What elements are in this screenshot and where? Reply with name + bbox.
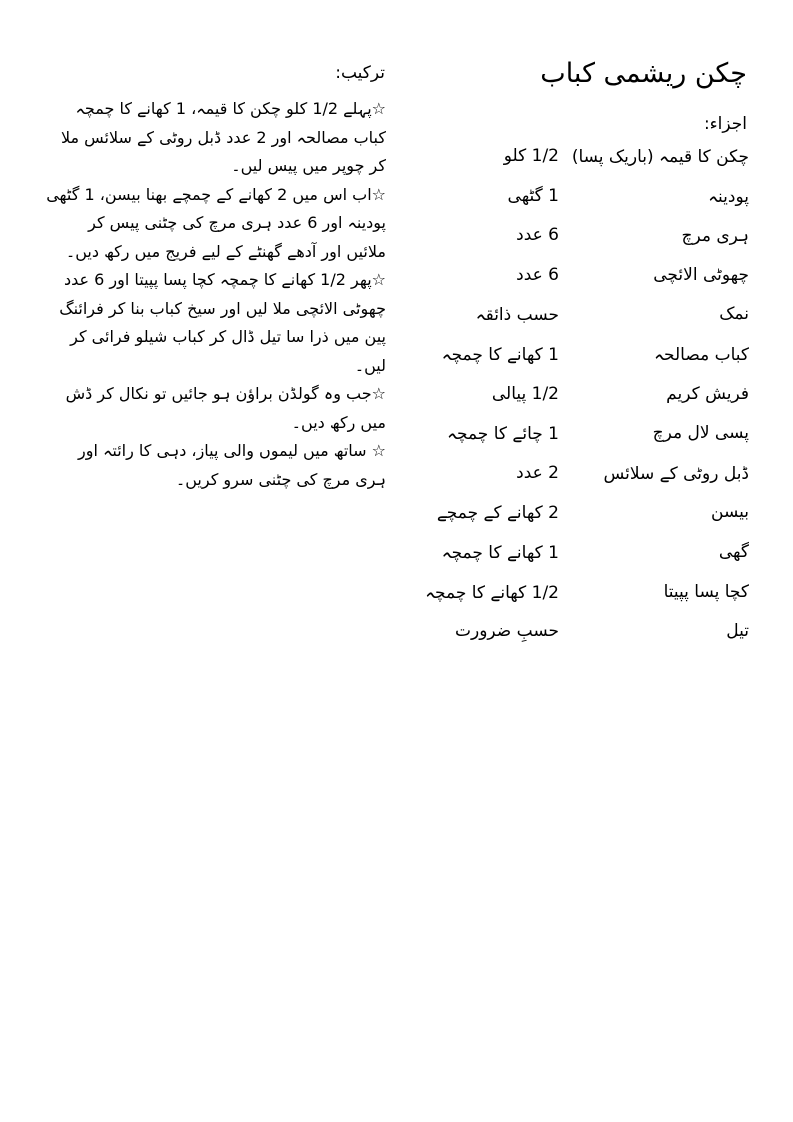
method-step: ☆پھر 1/2 کھانے کا چمچہ کچا پسا پپیتا اور 6 عدد چھوٹی الائچی ملا لیں اور سیخ کباب بنا کر فرائنگ پین میں ذرا سا تیل ڈال کر کباب شیلو فرائی کر لیں۔ [59, 270, 386, 375]
ingredient-row [419, 582, 749, 622]
ingredient-row [419, 304, 749, 344]
ingredient-quantity: حسبِ ضرورت [454, 621, 559, 642]
ingredient-row [419, 542, 749, 582]
ingredient-quantity: 1/2 کھانے کا چمچہ [425, 582, 559, 603]
ingredient-name: کباب مصالحہ [654, 344, 749, 365]
ingredient-name: پودینہ [708, 186, 749, 207]
ingredient-name: چکن کا قیمہ (باریک پسا) [571, 147, 749, 167]
ingredient-row [419, 186, 749, 226]
ingredient-row [419, 502, 749, 542]
ingredient-row [419, 621, 749, 661]
ingredient-row [419, 344, 749, 384]
ingredient-quantity: حسب ذائقہ [475, 305, 559, 326]
ingredient-name: پسی لال مرچ [652, 423, 749, 444]
ingredient-name: تیل [726, 621, 749, 642]
method-step: ☆ ساتھ میں لیموں والی پیاز، دہی کا رائتہ اور ہری مرچ کی چٹنی سرو کریں۔ [78, 441, 386, 489]
ingredient-quantity: 6 عدد [516, 264, 559, 285]
method-step: ☆پہلے 1/2 کلو چکن کا قیمہ، 1 کھانے کا چمچہ کباب مصالحہ اور 2 عدد ڈبل روٹی کے سلائس ملا کر چوپر میں پیس لیں۔ [60, 99, 386, 175]
ingredient-quantity: 1 کھانے کا چمچہ [441, 344, 559, 365]
method-heading: ترکیب: [335, 63, 385, 83]
ingredient-quantity: 1 گٹھی [507, 185, 559, 206]
method-step: ☆جب وہ گولڈن براؤن ہو جائیں تو نکال کر ڈش میں رکھ دیں۔ [65, 384, 386, 432]
ingredient-row [419, 423, 749, 463]
ingredient-quantity: 6 عدد [516, 225, 559, 246]
ingredient-row [419, 146, 749, 186]
ingredient-name: ہری مرچ [681, 226, 749, 247]
ingredients-heading: اجزاء: [703, 114, 747, 134]
ingredient-row [419, 384, 749, 424]
ingredient-name: ڈبل روٹی کے سلائس [603, 463, 749, 484]
ingredient-name: فریش کریم [666, 383, 749, 404]
ingredient-row [419, 225, 749, 265]
ingredient-name: کچا پسا پپیتا [663, 581, 749, 602]
ingredient-row [419, 265, 749, 305]
ingredient-quantity: 2 کھانے کے چمچے [436, 503, 559, 524]
ingredient-name: گھی [718, 541, 749, 562]
ingredient-quantity: 1/2 پیالی [491, 383, 559, 404]
method-step: ☆اب اس میں 2 کھانے کے چمچے بھنا بیسن، 1 گٹھی پودینہ اور 6 عدد ہری مرچ کی چٹنی پیس کر ملائیں اور آدھے گھنٹے کے لیے فریج میں رکھ دیں۔ [46, 184, 386, 261]
ingredient-quantity: 1/2 کلو [503, 146, 559, 166]
ingredient-quantity: 2 عدد [516, 462, 559, 483]
ingredient-name: چھوٹی الائچی [653, 264, 749, 285]
ingredient-quantity: 1 چائے کا چمچہ [447, 424, 559, 445]
method-steps [46, 95, 386, 494]
ingredient-name: نمک [719, 304, 749, 325]
ingredient-quantity: 1 کھانے کا چمچہ [441, 542, 559, 563]
ingredients-list [419, 146, 749, 661]
ingredient-name: بیسن [711, 502, 749, 523]
ingredient-row [419, 463, 749, 503]
recipe-title: چکن ریشمی کباب [540, 58, 747, 89]
